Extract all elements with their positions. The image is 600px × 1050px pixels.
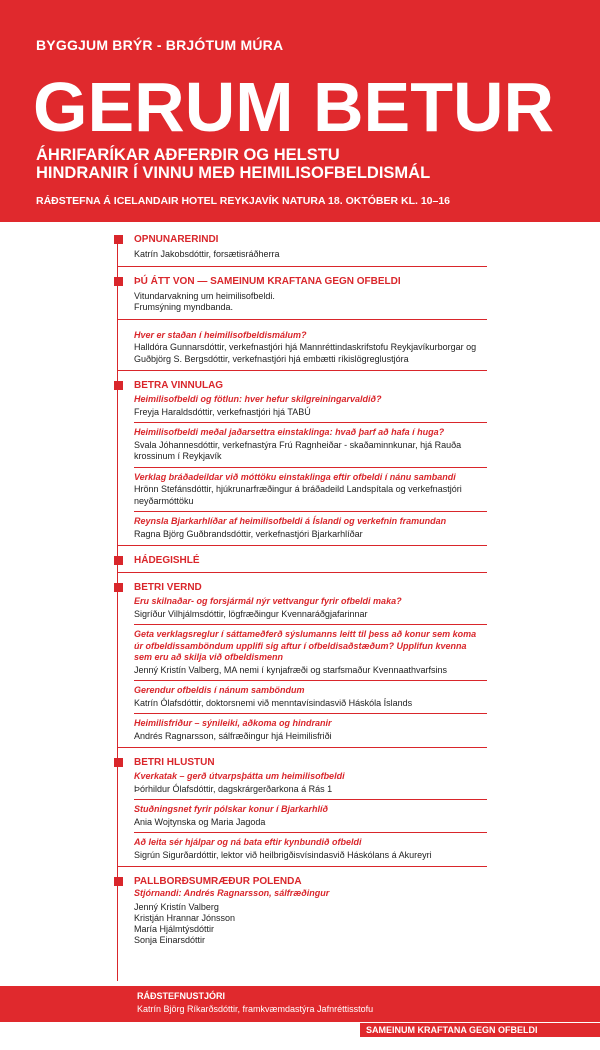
program-item [134,511,487,540]
panel-member: Sonja Einarsdóttir [134,934,206,945]
panel-section [117,872,487,951]
panel-item [134,888,487,946]
program-section [117,578,487,748]
dateline: RÁÐSTEFNA Á ICELANDAIR HOTEL REYKJAVÍK NATURA 18. OKTÓBER KL. 10–16 [36,195,451,207]
section-marker [114,235,123,244]
section-title: HÁDEGISHLÉ [134,555,200,566]
section-marker [114,583,123,592]
program-item [134,467,487,508]
program-section [117,753,487,867]
program [117,230,487,956]
subtitle-line-2: HINDRANIR Í VINNU MEÐ HEIMILISOFBELDISMÁL [36,164,431,182]
talk-speaker: Jenný Kristín Valberg, MA nemi í kynjafræði og starfsmaður Kvennaathvarfsins [134,664,447,675]
talk-topic: Geta verklagsreglur í sáttameðferð sýslumanns leitt til þess að konur sem koma úr ofbeldissamböndum upplifi sig aftur í ofbeldisaðstæðum? Upplifun kvenna sem eru að skilja við ofbeldismenn [134,629,477,662]
talk-topic: Gerendur ofbeldis í nánum samböndum [134,685,305,695]
program-item [134,680,487,709]
program-item [134,769,487,795]
section-marker [114,381,123,390]
section-title: PALLBORÐSUMRÆÐUR POLENDA [134,876,302,887]
program-section [117,551,487,573]
program-item [134,594,487,620]
section-title: ÞÚ ÁTT VON — SAMEINUM KRAFTANA GEGN OFBELDI [134,275,401,287]
talk-topic: Heimilisfriður – sýnileiki, aðkoma og hindranir [134,718,332,728]
talk-speaker: Þórhildur Ólafsdóttir, dagskrárgerðarkona á Rás 1 [134,783,333,794]
program-item [134,713,487,742]
talk-speaker: Halldóra Gunnarsdóttir, verkefnastjóri hjá Mannréttindaskrifstofu Reykjavíkurborgar og Guðbjörg S. Bergsdóttir, verkefnastjóri hjá embætti ríkislögreglustjóra [134,342,477,364]
program-section [117,230,487,267]
program-item [134,246,487,261]
talk-speaker: Ragna Björg Guðbrandsdóttir, verkefnastjóri Bjarkarhlíðar [134,528,363,539]
section-marker [114,556,123,565]
section-title: OPNUNARERINDI [134,234,219,245]
talk-speaker: Ania Wojtynska og Maria Jagoda [134,816,266,827]
program-section [117,325,487,372]
program-item [134,328,487,366]
program-item [134,832,487,861]
section-title: BETRA VINNULAG [134,380,224,391]
section-title: BETRI VERND [134,582,202,593]
talk-topic: Kverkatak – gerð útvarpsþátta um heimilisofbeldi [134,771,345,781]
panel-member: Kristján Hrannar Jónsson [134,912,236,923]
talk-topic: Heimilisofbeldi og fötlun: hver hefur skilgreiningarvaldið? [134,394,382,404]
talk-topic: Eru skilnaðar- og forsjármál nýr vettvangur fyrir ofbeldi maka? [134,596,402,606]
talk-speaker: Vitundarvakning um heimilisofbeldi. Frumsýning myndbanda. [134,290,275,312]
talk-speaker: Sigrún Sigurðardóttir, lektor við heilbrigðisvísindasvið Háskólans á Akureyri [134,849,432,860]
program-item [134,799,487,828]
talk-topic: Stuðningsnet fyrir pólskar konur í Bjarkarhlíð [134,804,329,814]
panel-member: Jenný Kristín Valberg [134,901,219,912]
program-item [134,422,487,463]
talk-speaker: Andrés Ragnarsson, sálfræðingur hjá Heimilisfriði [134,730,332,741]
page-title: GERUM BETUR [33,68,555,146]
program-item [134,624,487,676]
program-section [117,272,487,320]
program-item [134,392,487,418]
section-marker [114,277,123,286]
section-marker [114,877,123,886]
footer-name: Katrín Björg Ríkarðsdóttir, framkvæmdastýra Jafnréttisstofu [137,1004,374,1014]
program-section [117,376,487,546]
kicker: BYGGJUM BRÝR - BRJÓTUM MÚRA [36,37,284,53]
subtitle-line-1: ÁHRIFARÍKAR AÐFERÐIR OG HELSTU [36,146,340,164]
talk-speaker: Katrín Jakobsdóttir, forsætisráðherra [134,249,280,259]
talk-topic: Reynsla Bjarkarhlíðar af heimilisofbeldi á Íslandi og verkefnin framundan [134,516,447,526]
program-item [134,288,487,314]
section-title: BETRI HLUSTUN [134,757,215,768]
talk-speaker: Freyja Haraldsdóttir, verkefnastjóri hjá TABÚ [134,406,311,417]
talk-topic: Heimilisofbeldi meðal jaðarsettra einstaklinga: hvað þarf að hafa í huga? [134,427,445,437]
talk-speaker: Katrín Ólafsdóttir, doktorsnemi við menntavísindasvið Háskóla Íslands [134,697,413,708]
section-marker [114,758,123,767]
talk-speaker: Hrönn Stefánsdóttir, hjúkrunarfræðingur á bráðadeild Landspítala og verkefnastjóri neyðarmóttöku [134,484,462,506]
talk-topic: Að leita sér hjálpar og ná bata eftir kynbundið ofbeldi [134,837,362,847]
subtitle [36,146,430,182]
footer-label: RÁÐSTEFNUSTJÓRI [137,991,226,1001]
talk-speaker: Svala Jóhannesdóttir, verkefnastýra Frú Ragnheiðar - skaðaminnkunar, hjá Rauða krossinum í Reykjavík [134,439,462,461]
panel-moderator: Stjórnandi: Andrés Ragnarsson, sálfræðingur [134,888,330,898]
talk-topic: Hver er staðan í heimilisofbeldismálum? [134,329,307,340]
talk-speaker: Sigríður Vilhjálmsdóttir, lögfræðingur Kvennaráðgjafarinnar [134,608,368,619]
panel-member: María Hjálmtýsdóttir [134,923,215,934]
talk-topic: Verklag bráðadeildar við móttöku einstaklinga eftir ofbeldi í nánu sambandi [134,471,456,482]
slogan: SAMEINUM KRAFTANA GEGN OFBELDI [366,1025,538,1035]
